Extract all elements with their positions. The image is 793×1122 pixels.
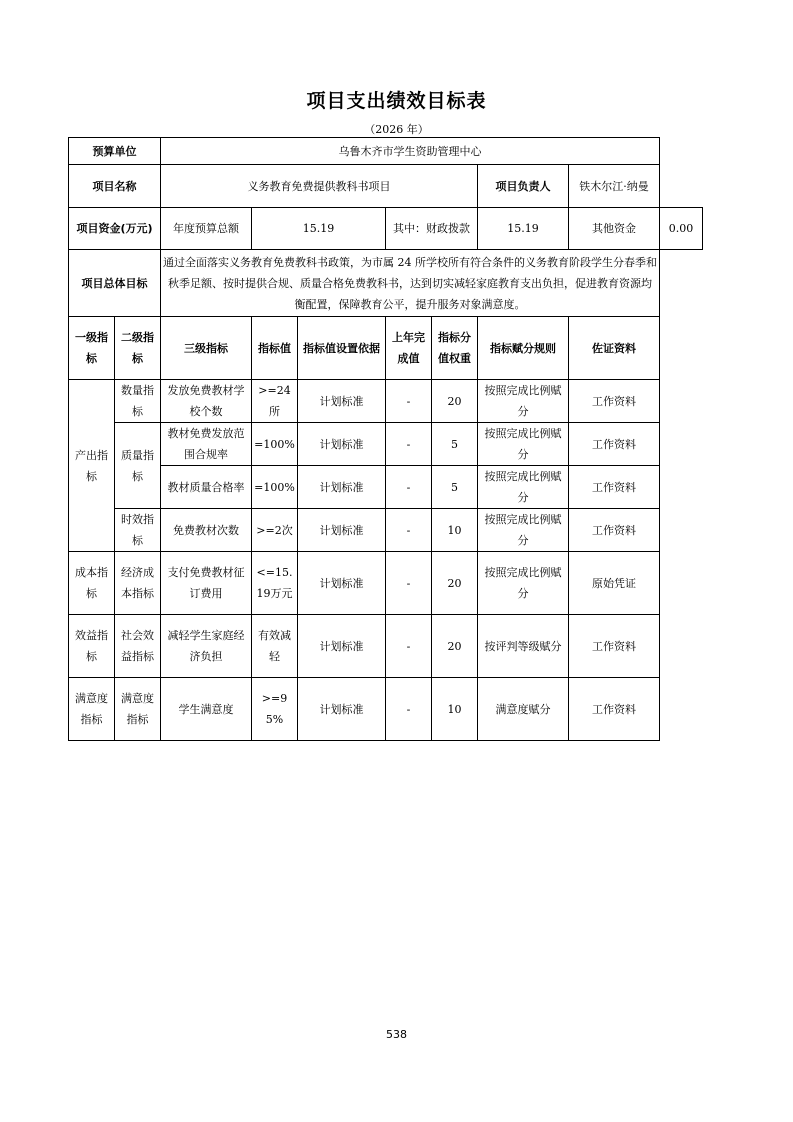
last-year-cell: - <box>386 380 432 423</box>
budget-unit-label: 预算单位 <box>69 138 161 165</box>
basis-cell: 计划标准 <box>298 678 386 741</box>
page-title: 项目支出绩效目标表 <box>306 90 487 112</box>
weight-cell: 10 <box>432 509 478 552</box>
table-row <box>69 509 703 552</box>
header-evidence: 佐证资料 <box>569 317 660 380</box>
annual-budget-value: 15.19 <box>252 208 386 250</box>
evidence-cell: 工作资料 <box>569 678 660 741</box>
rule-cell: 按照完成比例赋分 <box>478 552 569 615</box>
level2-cell: 社会效益指标 <box>115 615 161 678</box>
value-cell: >=2次 <box>252 509 298 552</box>
rule-cell: 按照完成比例赋分 <box>478 423 569 466</box>
other-funds-value: 0.00 <box>660 208 703 250</box>
level3-cell: 学生满意度 <box>161 678 252 741</box>
level1-cell: 满意度指标 <box>69 678 115 741</box>
header-level2: 二级指标 <box>115 317 161 380</box>
header-rule: 指标赋分规则 <box>478 317 569 380</box>
project-name-label: 项目名称 <box>69 165 161 208</box>
performance-table <box>68 137 703 741</box>
basis-cell: 计划标准 <box>298 552 386 615</box>
funds-label: 项目资金(万元) <box>69 208 161 250</box>
evidence-cell: 工作资料 <box>569 466 660 509</box>
last-year-cell: - <box>386 552 432 615</box>
evidence-cell: 工作资料 <box>569 423 660 466</box>
basis-cell: 计划标准 <box>298 380 386 423</box>
value-cell: 有效减轻 <box>252 615 298 678</box>
rule-cell: 按照完成比例赋分 <box>478 380 569 423</box>
header-value: 指标值 <box>252 317 298 380</box>
last-year-cell: - <box>386 615 432 678</box>
project-owner-label: 项目负责人 <box>478 165 569 208</box>
last-year-cell: - <box>386 423 432 466</box>
header-level1: 一级指标 <box>69 317 115 380</box>
value-cell: =100% <box>252 466 298 509</box>
evidence-cell: 原始凭证 <box>569 552 660 615</box>
goal-row <box>69 250 703 317</box>
weight-cell: 5 <box>432 466 478 509</box>
weight-cell: 20 <box>432 552 478 615</box>
budget-unit-row <box>69 138 703 165</box>
project-name-row <box>69 165 703 208</box>
rule-cell: 按照完成比例赋分 <box>478 466 569 509</box>
rule-cell: 按评判等级赋分 <box>478 615 569 678</box>
goal-text: 通过全面落实义务教育免费教科书政策，为市属 24 所学校所有符合条件的义务教育阶段学生分春季和秋季足额、按时提供合规、质量合格免费教科书，达到切实减轻家庭教育支出负担，促进教育资源均衡配置，保障教育公平，提升服务对象满意度。 <box>161 250 660 317</box>
table-row <box>69 615 703 678</box>
table-row <box>69 423 703 466</box>
evidence-cell: 工作资料 <box>569 615 660 678</box>
weight-cell: 5 <box>432 423 478 466</box>
fiscal-funds-label: 其中：财政拨款 <box>386 208 478 250</box>
annual-budget-label: 年度预算总额 <box>161 208 252 250</box>
last-year-cell: - <box>386 466 432 509</box>
rule-cell: 满意度赋分 <box>478 678 569 741</box>
value-cell: =100% <box>252 423 298 466</box>
basis-cell: 计划标准 <box>298 466 386 509</box>
value-cell: <=15.19万元 <box>252 552 298 615</box>
basis-cell: 计划标准 <box>298 423 386 466</box>
funds-row <box>69 208 703 250</box>
level2-cell: 经济成本指标 <box>115 552 161 615</box>
level1-cell: 效益指标 <box>69 615 115 678</box>
level3-cell: 减轻学生家庭经济负担 <box>161 615 252 678</box>
table-row <box>69 466 703 509</box>
level2-cell: 满意度指标 <box>115 678 161 741</box>
year-label: （2026 年） <box>364 123 429 136</box>
level2-cell: 质量指标 <box>115 423 161 509</box>
evidence-cell: 工作资料 <box>569 509 660 552</box>
other-funds-label: 其他资金 <box>569 208 660 250</box>
header-basis: 指标值设置依据 <box>298 317 386 380</box>
evidence-cell: 工作资料 <box>569 380 660 423</box>
fiscal-funds-value: 15.19 <box>478 208 569 250</box>
project-owner-value: 铁木尔江·纳曼 <box>569 165 660 208</box>
level3-cell: 教材免费发放范围合规率 <box>161 423 252 466</box>
page-number: 538 <box>386 1028 407 1041</box>
weight-cell: 10 <box>432 678 478 741</box>
level3-cell: 发放免费教材学校个数 <box>161 380 252 423</box>
last-year-cell: - <box>386 509 432 552</box>
weight-cell: 20 <box>432 615 478 678</box>
table-row <box>69 552 703 615</box>
header-weight: 指标分值权重 <box>432 317 478 380</box>
header-level3: 三级指标 <box>161 317 252 380</box>
level2-cell: 时效指标 <box>115 509 161 552</box>
weight-cell: 20 <box>432 380 478 423</box>
table-row <box>69 678 703 741</box>
basis-cell: 计划标准 <box>298 615 386 678</box>
rule-cell: 按照完成比例赋分 <box>478 509 569 552</box>
basis-cell: 计划标准 <box>298 509 386 552</box>
level3-cell: 免费教材次数 <box>161 509 252 552</box>
level2-cell: 数量指标 <box>115 380 161 423</box>
level1-cell: 成本指标 <box>69 552 115 615</box>
last-year-cell: - <box>386 678 432 741</box>
table-row <box>69 380 703 423</box>
value-cell: >=24所 <box>252 380 298 423</box>
goal-label: 项目总体目标 <box>69 250 161 317</box>
value-cell: >=95% <box>252 678 298 741</box>
level1-cell: 产出指标 <box>69 380 115 552</box>
project-name-value: 义务教育免费提供教科书项目 <box>161 165 478 208</box>
budget-unit-value: 乌鲁木齐市学生资助管理中心 <box>161 138 660 165</box>
indicator-header-row <box>69 317 703 380</box>
level3-cell: 教材质量合格率 <box>161 466 252 509</box>
level3-cell: 支付免费教材征订费用 <box>161 552 252 615</box>
header-last-year: 上年完成值 <box>386 317 432 380</box>
